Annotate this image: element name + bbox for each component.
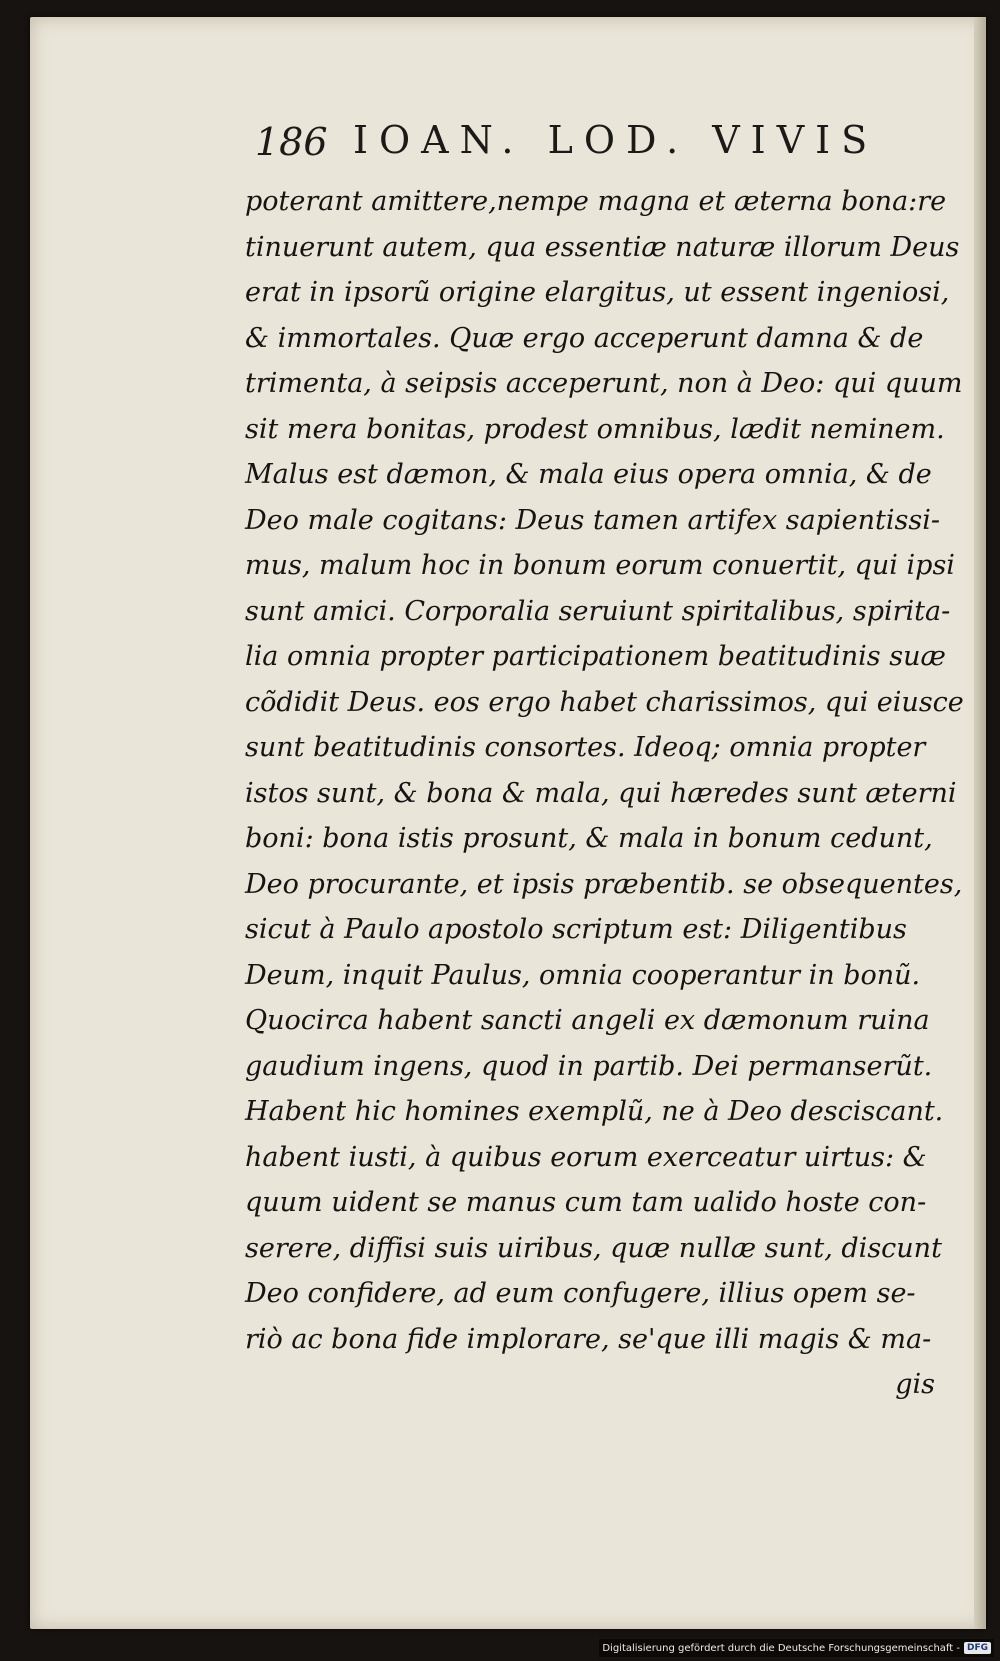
text-line: Deo procurante, et ipsis præbentib. se obsequentes, [245, 868, 963, 900]
text-line: habent iusti, à quibus eorum exerceatur uirtus: & [245, 1141, 927, 1173]
text-block [245, 179, 964, 1408]
footer-text: Digitalisierung gefördert durch die Deutsche Forschungsgemeinschaft - [602, 1642, 960, 1654]
text-line: erat in ipsorũ origine elargitus, ut essent ingeniosi, [245, 277, 950, 308]
text-line: Malus est dæmon, & mala eius opera omnia, & de [245, 459, 932, 490]
text-line: gaudium ingens, quod in partib. Dei permanserũt. [245, 1050, 933, 1082]
text-line: Habent hic homines exemplũ, ne à Deo desciscant. [245, 1096, 944, 1127]
book-page [30, 17, 986, 1629]
text-line: riò ac bona fide implorare, se'que illi magis & ma- [245, 1323, 932, 1355]
text-line: sunt amici. Corporalia seruiunt spiritalibus, spirita- [245, 595, 951, 627]
text-line: istos sunt, & bona & mala, qui hæredes sunt æterni [245, 777, 957, 809]
page-number: 186 [255, 120, 328, 164]
text-line: sunt beatitudinis consortes. Ideoq; omnia propter [245, 732, 926, 763]
text-line: Deo confidere, ad eum confugere, illius opem se- [245, 1278, 916, 1309]
funding-footer [599, 1639, 994, 1657]
text-line: Deum, inquit Paulus, omnia cooperantur in bonũ. [245, 959, 921, 991]
text-line: serere, diffisi suis uiribus, quæ nullæ sunt, discunt [245, 1232, 942, 1264]
text-line: Deo male cogitans: Deus tamen artifex sapientissi- [245, 504, 940, 536]
text-line: tinuerunt autem, qua essentiæ naturæ illorum Deus [245, 231, 960, 263]
text-line: mus, malum hoc in bonum eorum conuertit, qui ipsi [245, 550, 955, 581]
text-line: trimenta, à seipsis acceperunt, non à Deo: qui quum [245, 368, 963, 399]
page-gutter [974, 17, 986, 1629]
text-line: Quocirca habent sancti angeli ex dæmonum ruina [245, 1005, 930, 1036]
text-line: sicut à Paulo apostolo scriptum est: Diligentibus [245, 914, 907, 945]
text-line: poterant amittere,nempe magna et æterna bona:re [245, 186, 947, 217]
text-line: lia omnia propter participationem beatitudinis suæ [245, 641, 946, 672]
text-line: boni: bona istis prosunt, & mala in bonum cedunt, [245, 823, 933, 854]
running-head [255, 112, 925, 174]
dfg-logo-icon: DFG [964, 1642, 991, 1654]
catchword: gis [895, 1369, 935, 1400]
text-line: quum uident se manus cum tam ualido hoste con- [245, 1187, 927, 1218]
text-line: & immortales. Quæ ergo acceperunt damna & de [245, 322, 924, 354]
text-line: cõdidit Deus. eos ergo habet charissimos, qui eiusce [245, 686, 964, 718]
text-line: sit mera bonitas, prodest omnibus, lædit neminem. [245, 413, 945, 445]
running-title: IOAN. LOD. VIVIS [353, 118, 879, 162]
